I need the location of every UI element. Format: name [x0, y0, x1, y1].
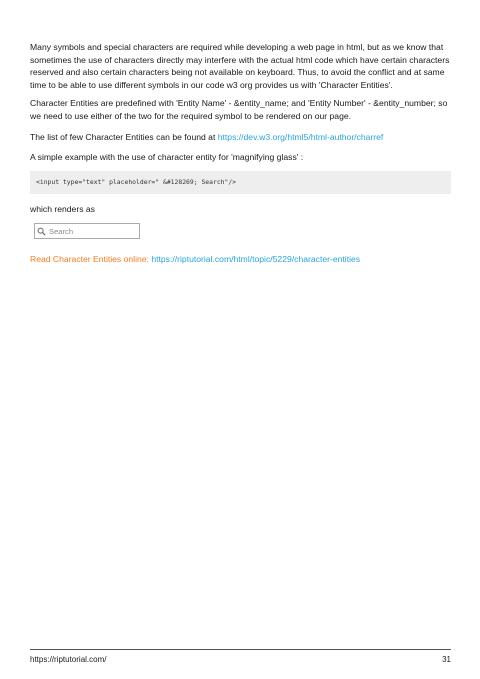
search-placeholder: Search — [49, 226, 74, 236]
entity-list-text: The list of few Character Entities can be found at — [30, 131, 218, 142]
page-number: 31 — [442, 655, 451, 664]
read-online-link[interactable]: https://riptutorial.com/html/topic/5229/character-entities — [151, 254, 361, 265]
content — [30, 41, 451, 266]
code-block: <input type="text" placeholder=" &#128269; Search"/> — [30, 171, 451, 194]
paragraph-example: A simple example with the use of character entity for 'magnifying glass' : — [30, 152, 304, 163]
footer-divider — [30, 649, 451, 650]
paragraph-entity-list — [30, 131, 451, 144]
renders-as-text: which renders as — [30, 203, 95, 214]
search-input-demo[interactable] — [34, 223, 140, 239]
read-online — [30, 253, 451, 266]
footer-site-url[interactable]: https://riptutorial.com/ — [30, 655, 107, 664]
magnifying-glass-icon — [37, 227, 46, 236]
footer — [30, 655, 451, 664]
read-online-label: Read Character Entities online: — [30, 254, 152, 265]
paragraph-intro: Many symbols and special characters are required while developing a web page in html, but as we know that sometimes the use of characters directly may interfere with the actual html code which have certain characters reserved and also certain characters being not available on keyboard. Thus, to avoid the conflict and at same time to be able to use different symbols in our code w3 org provides us with 'Character Entities'. — [30, 42, 450, 90]
paragraph-entity-definition: Character Entities are predefined with 'Entity Name' - &entity_name; and 'Entity Number' - &entity_number; so we need to use either of the two for the required symbol to be rendered on our page. — [30, 98, 448, 121]
charref-link[interactable]: https://dev.w3.org/html5/html-author/charref — [217, 131, 384, 142]
